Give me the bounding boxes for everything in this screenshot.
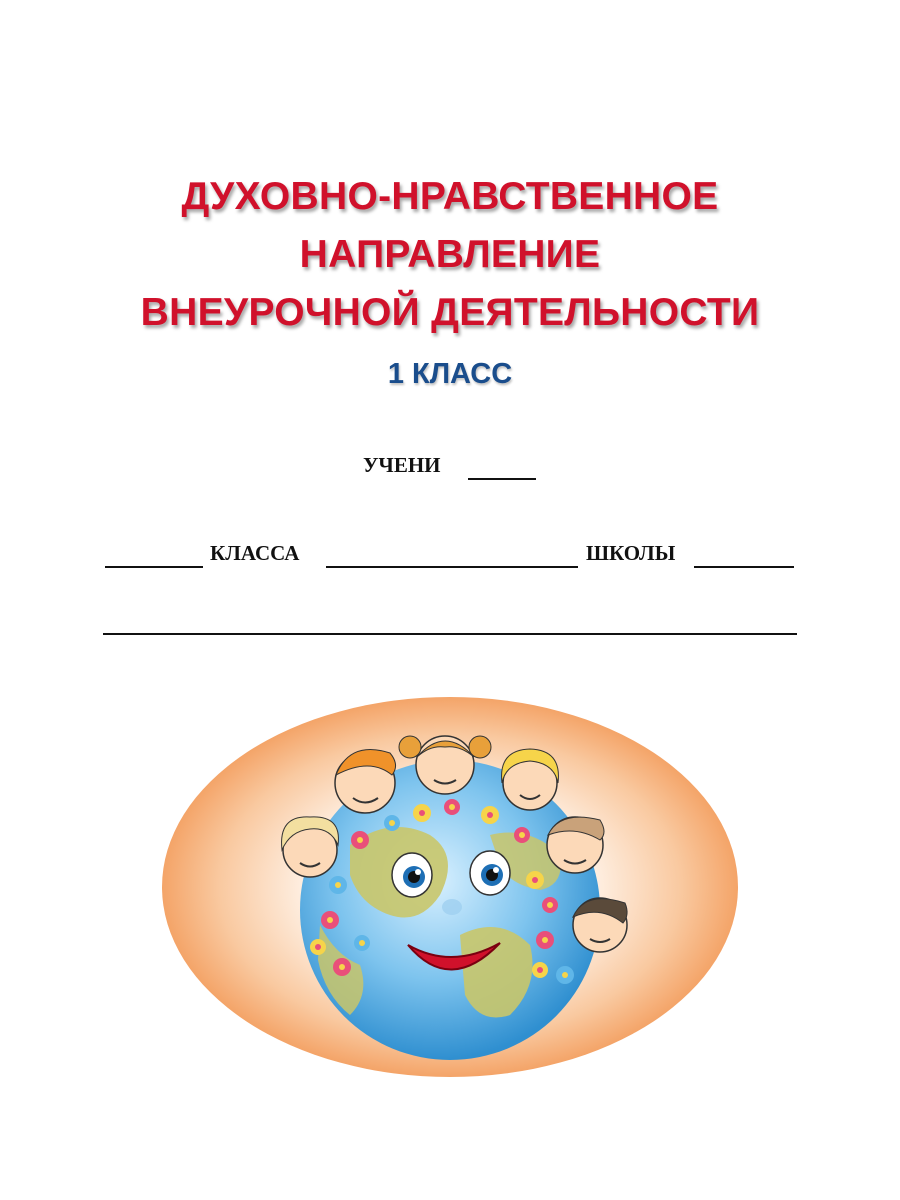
class-label: КЛАССА: [210, 541, 300, 565]
title-line-2: НАПРАВЛЕНИЕ: [299, 233, 601, 276]
school-label: ШКОЛЫ: [586, 541, 676, 565]
grade-label: 1 КЛАСС: [387, 358, 513, 390]
title-line-1: ДУХОВНО-НРАВСТВЕННОЕ: [181, 175, 719, 218]
class-name-line[interactable]: [326, 566, 578, 568]
student-suffix-line[interactable]: [468, 478, 536, 480]
page-title: [0, 168, 900, 342]
school-name-line[interactable]: [694, 566, 794, 568]
student-label: УЧЕНИ: [363, 453, 441, 477]
globe-illustration: [160, 695, 740, 1080]
full-name-line[interactable]: [103, 633, 797, 635]
class-number-line[interactable]: [105, 566, 203, 568]
title-line-3: ВНЕУРОЧНОЙ ДЕЯТЕЛЬНОСТИ: [140, 291, 760, 334]
